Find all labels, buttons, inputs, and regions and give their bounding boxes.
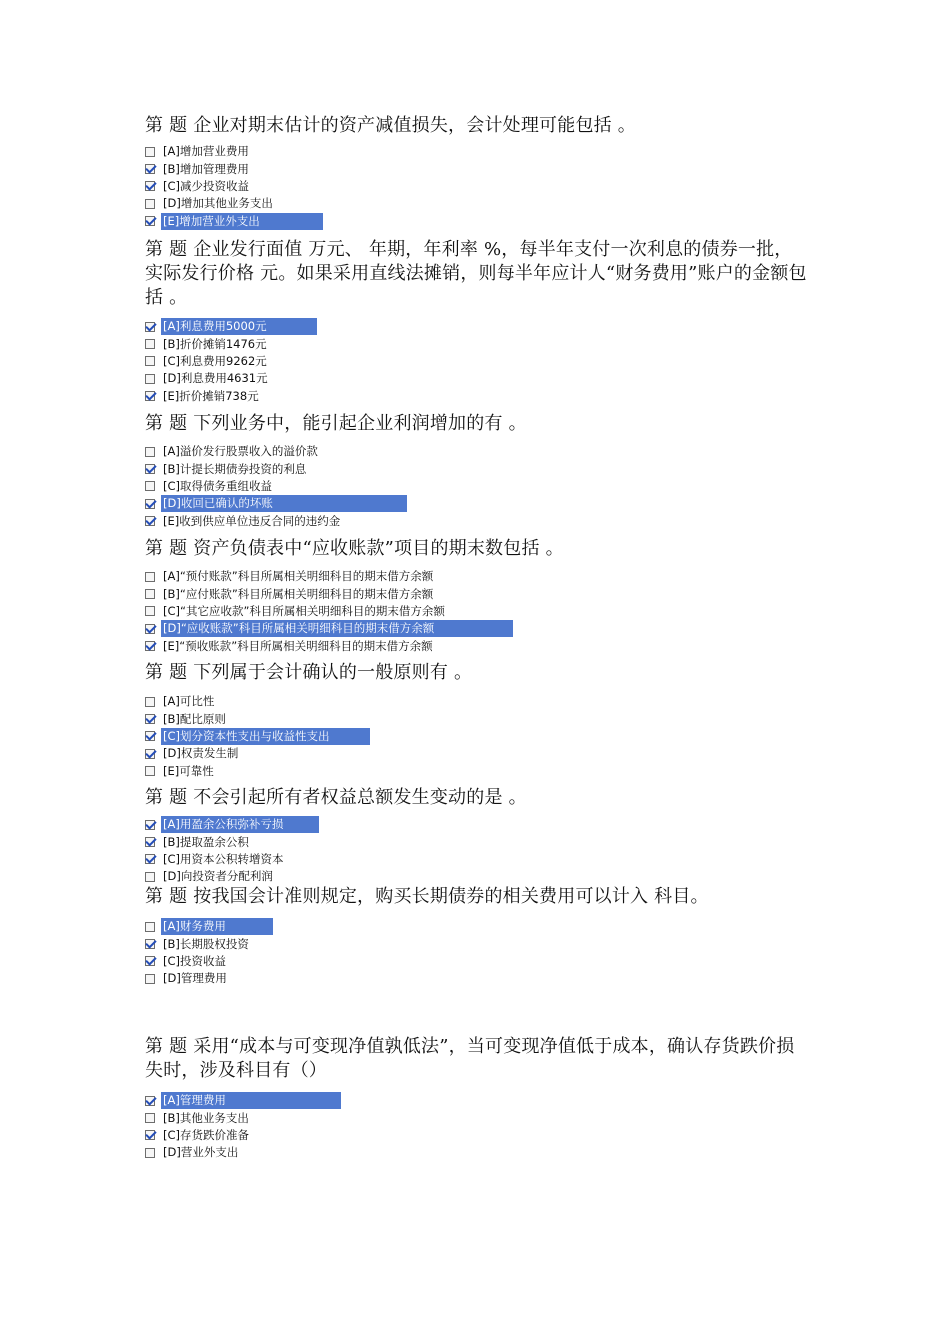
option-label: [D]利息费用4631元 — [163, 371, 268, 386]
checkbox-checked-icon[interactable] — [145, 749, 155, 759]
option-label: [A]利息费用5000元 — [163, 319, 267, 334]
option-c[interactable] — [145, 851, 810, 868]
option-label: [B]长期股权投资 — [163, 936, 249, 951]
checkbox-icon[interactable] — [145, 447, 155, 457]
option-b[interactable] — [145, 585, 810, 602]
question-7 — [145, 885, 810, 988]
checkbox-checked-icon[interactable] — [145, 956, 155, 966]
option-label: [C]用资本公积转增资本 — [163, 851, 284, 866]
checkbox-icon[interactable] — [145, 1113, 155, 1123]
option-label: [A]增加营业费用 — [163, 144, 249, 159]
option-label: [E]“预收账款”科目所属相关明细科目的期末借方余额 — [163, 638, 433, 653]
option-a[interactable] — [145, 143, 810, 160]
option-b[interactable] — [145, 335, 810, 352]
answer-options — [145, 318, 810, 405]
question-stem: 第 题 企业对期末估计的资产减值损失，会计处理可能包括 。 — [145, 115, 636, 136]
option-label: [C]减少投资收益 — [163, 178, 250, 193]
option-a[interactable] — [145, 568, 810, 585]
option-label: [B]配比原则 — [163, 711, 226, 726]
question-stem: 第 题 采用“成本与可变现净值孰低法”，当可变现净值低于成本，确认存货跌价损失时，涉及科目有（） — [145, 1036, 795, 1081]
option-e[interactable] — [145, 638, 810, 655]
checkbox-checked-icon[interactable] — [145, 837, 155, 847]
checkbox-checked-icon[interactable] — [145, 820, 155, 830]
checkbox-checked-icon[interactable] — [145, 516, 155, 526]
option-label: [B]折价摊销1476元 — [163, 336, 267, 351]
option-c[interactable] — [145, 478, 810, 495]
option-label: [C]投资收益 — [163, 953, 227, 968]
option-label: [D]收回已确认的坏账 — [163, 496, 273, 511]
checkbox-icon[interactable] — [145, 356, 155, 366]
option-d[interactable] — [145, 620, 810, 637]
option-c[interactable] — [145, 178, 810, 195]
option-label: [E]折价摊销738元 — [163, 388, 259, 403]
option-label: [E]增加营业外支出 — [163, 213, 260, 228]
option-a[interactable] — [145, 1092, 810, 1109]
checkbox-icon[interactable] — [145, 872, 155, 882]
question-5 — [145, 661, 810, 780]
option-label: [D]权责发生制 — [163, 746, 239, 761]
option-label: [C]存货跌价准备 — [163, 1127, 250, 1142]
option-b[interactable] — [145, 160, 810, 177]
option-label: [A]可比性 — [163, 694, 215, 709]
option-label: [A]管理费用 — [163, 1093, 226, 1108]
option-a[interactable] — [145, 318, 810, 335]
option-c[interactable] — [145, 728, 810, 745]
question-stem: 第 题 按我国会计准则规定，购买长期债券的相关费用可以计入 科目。 — [145, 886, 709, 907]
checkbox-icon[interactable] — [145, 589, 155, 599]
checkbox-icon[interactable] — [145, 766, 155, 776]
question-3 — [145, 412, 810, 530]
option-label: [A]“预付账款”科目所属相关明细科目的期末借方余额 — [163, 569, 434, 584]
checkbox-checked-icon[interactable] — [145, 731, 155, 741]
option-e[interactable] — [145, 513, 810, 530]
option-label: [D]管理费用 — [163, 971, 227, 986]
option-label: [D]“应收账款”科目所属相关明细科目的期末借方余额 — [163, 621, 435, 636]
answer-options — [145, 918, 810, 988]
question-stem: 第 题 下列业务中，能引起企业利润增加的有 。 — [145, 413, 527, 434]
checkbox-checked-icon[interactable] — [145, 181, 155, 191]
checkbox-icon[interactable] — [145, 974, 155, 984]
question-stem: 第 题 资产负债表中“应收账款”项目的期末数包括 。 — [145, 538, 564, 559]
checkbox-checked-icon[interactable] — [145, 464, 155, 474]
checkbox-checked-icon[interactable] — [145, 164, 155, 174]
question-8 — [145, 1035, 810, 1162]
option-label: [C]划分资本性支出与收益性支出 — [163, 728, 330, 743]
checkbox-checked-icon[interactable] — [145, 1130, 155, 1140]
option-a[interactable] — [145, 918, 810, 935]
option-label: [C]利息费用9262元 — [163, 353, 267, 368]
checkbox-icon[interactable] — [145, 374, 155, 384]
option-e[interactable] — [145, 388, 810, 405]
option-d[interactable] — [145, 495, 810, 512]
question-stem: 第 题 下列属于会计确认的一般原则有 。 — [145, 662, 473, 683]
option-a[interactable] — [145, 443, 810, 460]
option-d[interactable] — [145, 1144, 810, 1161]
question-stem: 第 题 企业发行面值 万元、 年期，年利率 %，每半年支付一次利息的债券一批，实际发行价格 元。如果采用直线法摊销，则每半年应计人“财务费用”账户的金额包括 。 — [145, 239, 807, 308]
checkbox-icon[interactable] — [145, 339, 155, 349]
option-label: [E]可靠性 — [163, 763, 214, 778]
checkbox-icon[interactable] — [145, 1148, 155, 1158]
checkbox-icon[interactable] — [145, 572, 155, 582]
option-label: [B]增加管理费用 — [163, 161, 249, 176]
option-label: [B]“应付账款”科目所属相关明细科目的期末借方余额 — [163, 586, 434, 601]
checkbox-icon[interactable] — [145, 922, 155, 932]
option-label: [D]向投资者分配利润 — [163, 869, 273, 884]
checkbox-checked-icon[interactable] — [145, 1096, 155, 1106]
option-e[interactable] — [145, 763, 810, 780]
answer-options — [145, 443, 810, 530]
option-b[interactable] — [145, 1109, 810, 1126]
checkbox-icon[interactable] — [145, 606, 155, 616]
question-1 — [145, 114, 810, 230]
answer-options — [145, 1092, 810, 1162]
option-d[interactable] — [145, 370, 810, 387]
answer-options — [145, 816, 810, 886]
answer-options — [145, 693, 810, 780]
option-label: [B]计提长期债券投资的利息 — [163, 461, 307, 476]
question-4 — [145, 537, 810, 655]
option-label: [B]提取盈余公积 — [163, 834, 249, 849]
checkbox-icon[interactable] — [145, 199, 155, 209]
question-2 — [145, 238, 810, 405]
checkbox-icon[interactable] — [145, 481, 155, 491]
option-a[interactable] — [145, 693, 810, 710]
checkbox-checked-icon[interactable] — [145, 939, 155, 949]
option-label: [A]用盈余公积弥补亏损 — [163, 817, 284, 832]
option-d[interactable] — [145, 970, 810, 987]
option-e[interactable] — [145, 213, 810, 230]
checkbox-checked-icon[interactable] — [145, 391, 155, 401]
option-label: [C]取得债务重组收益 — [163, 478, 273, 493]
option-b[interactable] — [145, 935, 810, 952]
answer-options — [145, 143, 810, 230]
checkbox-checked-icon[interactable] — [145, 624, 155, 634]
option-d[interactable] — [145, 195, 810, 212]
question-6 — [145, 786, 810, 886]
option-b[interactable] — [145, 460, 810, 477]
option-label: [D]营业外支出 — [163, 1145, 239, 1160]
option-a[interactable] — [145, 816, 810, 833]
option-d[interactable] — [145, 745, 810, 762]
checkbox-checked-icon[interactable] — [145, 322, 155, 332]
checkbox-icon[interactable] — [145, 147, 155, 157]
option-label: [C]“其它应收款”科目所属相关明细科目的期末借方余额 — [163, 603, 445, 618]
option-c[interactable] — [145, 953, 810, 970]
checkbox-checked-icon[interactable] — [145, 641, 155, 651]
option-label: [A]溢价发行股票收入的溢价款 — [163, 444, 318, 459]
question-stem: 第 题 不会引起所有者权益总额发生变动的是 。 — [145, 787, 527, 808]
option-label: [D]增加其他业务支出 — [163, 196, 273, 211]
option-label: [B]其他业务支出 — [163, 1110, 249, 1125]
answer-options — [145, 568, 810, 655]
option-c[interactable] — [145, 603, 810, 620]
option-b[interactable] — [145, 833, 810, 850]
option-c[interactable] — [145, 1127, 810, 1144]
option-label: [E]收到供应单位违反合同的违约金 — [163, 513, 341, 528]
option-c[interactable] — [145, 353, 810, 370]
checkbox-checked-icon[interactable] — [145, 714, 155, 724]
checkbox-checked-icon[interactable] — [145, 854, 155, 864]
option-b[interactable] — [145, 710, 810, 727]
checkbox-icon[interactable] — [145, 697, 155, 707]
checkbox-checked-icon[interactable] — [145, 216, 155, 226]
option-label: [A]财务费用 — [163, 919, 226, 934]
option-d[interactable] — [145, 868, 810, 885]
checkbox-checked-icon[interactable] — [145, 499, 155, 509]
